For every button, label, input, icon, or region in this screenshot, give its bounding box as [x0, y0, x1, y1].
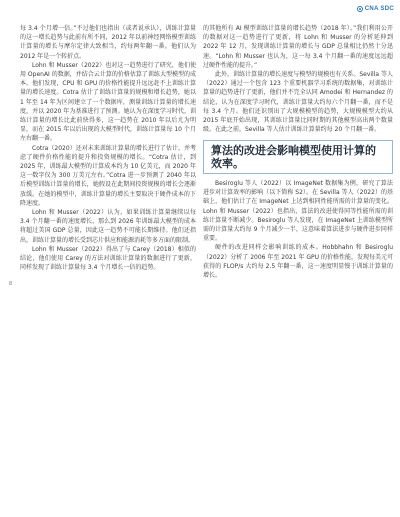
page-number: 8: [9, 281, 13, 287]
body-paragraph: Lohn 和 Musser（2022）也对这一趋势进行了研究，他们使用 OpenAI 的数据，并结合云计算的价格估算了训练大型模型的成本。他们发现，CPU 和 GPU 的价格性能提升远远赶不上训练计算量的增长速度。Cotra 估计了训练计算量的规模和增长趋势，她以 1 年至 14 年为区间建立了一个数据库，测量训练计算量的增长速度，并以 2020 年为基准进行了预测。她认为在深度学习时代，训练计算量的增长比此前快得多，这一趋势在 2010 年以后尤为明显，而在 2015 年以后出现的大模型时代，训练计算量每 10 个月左右翻一番。: [20, 61, 196, 143]
body-paragraph: 每 3.4 个月增一倍。”不过他们也指出（或者说承认），训练计算量的这一增长趋势与此前有所不同，2012 年以前神经网络模型训练计算量的增长与摩尔定律大致相当，约每两年翻一番。他们认为 2012 年是一个转折点。: [20, 25, 196, 60]
right-column-bottom: [203, 179, 393, 303]
body-paragraph: Lohn 和 Musser（2022）得出了与 Carey（2018）相似的结论，他们使用 Carey 的方法对训练计算量的数据进行了更新，同样发现了训练计算量每 3.4 个月增长一倍的趋势。: [20, 245, 196, 272]
left-column: [20, 24, 196, 303]
body-paragraph: 的其他所有 AI 模型训练计算量的增长趋势（2018 年）。”我们利用公开的数据对这一趋势进行了更新，将 Lohn 和 Musser 的分析延伸到 2022 年 12 月，发现训练计算量的增长与 GDP 总量相比仍然十分迅速。“Lohn 和 Musser 也认为，这一每 3.4 个月翻一番的速度远远超过硬件性能的提升。”: [203, 25, 393, 69]
pull-quote: 算法的改进会影响模型使用计算的效率。: [203, 140, 393, 174]
brand-label: CNA SDC: [364, 6, 394, 12]
circle-logo-icon: [357, 6, 363, 12]
body-paragraph: Besiroglu 等人（2022）以 ImageNet 数据集为例，研究了算法进步对计算效率的影响（以下简称 S2）。在 Sevilla 等人（2022）的基础上，他们估计了在 ImageNet 上达到相同性能所需的计算量的变化。Lohn 和 Musser（2022）也指出，算法的改进使得同等性能所需的训练计算量不断减少。Besiroglu 等人发现，在 ImageNet 上训练模型所需的计算量大约每 9 个月减少一半，这意味着算法进步与硬件进步同样重要。: [203, 180, 393, 243]
body-paragraph: 硬件的改进同样会影响训练的成本。Hobbhahn 和 Besiroglu（2022）分析了 2006 年至 2021 年 GPU 的价格性能，发现每美元可获得的 FLOP/s 大约每 2.5 年翻一番，这一速度明显慢于训练计算量的增长。: [203, 244, 393, 280]
body-paragraph: Cotra（2020）还对未来训练计算量的增长进行了估计，并考虑了硬件价格性能的提升和投资规模的增长。“Cotra 估计，到 2025 年，训练最大模型的计算成本约为 10 亿美元，而 2020 年这一数字仅为 300 万美元左右。”Cotra 进一步预测了 2040 年以后模型训练计算量的增长，她假设在此期间投资规模的增长会逐渐放缓。在她的模型中，训练计算量的增长主要取决于硬件成本的下降速度。: [20, 144, 196, 207]
right-column-top: [203, 24, 393, 135]
body-paragraph: 此外，训练计算量的增长速度与模型的规模也有关系。Sevilla 等人（2022）通过一个包含 123 个重要机器学习系统的数据集，对训练计算量的趋势进行了更新，他们并不完全认同 Amodei 和 Hernandez 的结论，认为在深度学习时代，训练计算量大约每六个月翻一番，而不是每 3.4 个月。他们还识别出了大规模模型的趋势，大规模模型大约从 2015 年底开始出现，其训练计算量比同时期的其他模型高出两个数量级。在此之前，Sevilla 等人估计训练计算量约每 20 个月翻一番。: [203, 71, 393, 134]
magazine-brand: [357, 6, 394, 12]
body-paragraph: Lohn 和 Musser（2022）认为，如果训练计算量继续以每 3.4 个月翻一番的速度增长，那么到 2026 年训练最大模型的成本将超过美国 GDP 总量，因此这一趋势不可能长期维持。他们还指出，训练计算量的增长受到芯片供应和能源消耗等多方面的限制。: [20, 209, 196, 244]
